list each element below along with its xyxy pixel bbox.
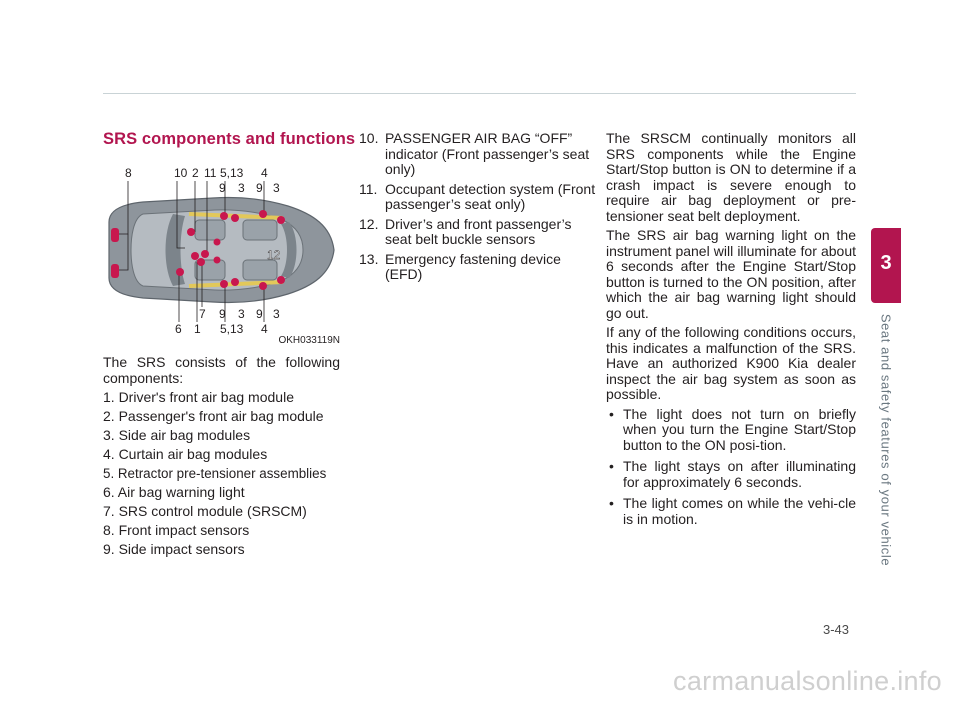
bullet-text: The light comes on while the vehi-cle is in motion. [623,495,856,527]
list-item [359,131,601,178]
seat-shape [243,220,277,240]
list-item: 1. Driver's front air bag module [103,389,294,405]
intro-paragraph: The SRS consists of the following components: [103,354,340,386]
bullet-icon: • [609,495,614,511]
list-item: 6. Air bag warning light [103,484,245,500]
bullet-text: The light stays on after illuminating for approximately 6 seconds. [623,458,856,490]
callout-label: 10 [174,166,188,180]
callout-label: 4 [261,322,268,336]
list-number: 12. [359,215,379,232]
figure-code: OKH033119N [274,333,340,346]
column-1 [103,355,340,561]
list-item: 5. Retractor pre-tensioner assemblies [103,466,327,481]
srs-diagram [103,162,340,346]
bullet-icon: • [609,405,614,422]
callout-label: 4 [261,166,268,180]
callout-label: 5,13 [220,166,244,180]
list-number: 13. [359,250,379,267]
list-number: 10. [359,130,379,146]
list-text: Occupant detection system (Front passenger’s seat only) [385,180,596,212]
callout-label: 3 [273,307,280,321]
callout-label: 9 [219,181,226,195]
car-illustration [103,162,340,346]
callout-label: 3 [238,181,245,195]
list-item: 8. Front impact sensors [103,522,250,538]
callout-label: 5,13 [220,322,244,336]
list-item: 4. Curtain air bag modules [103,446,268,462]
chapter-title: Seat and safety features of your vehicle [878,313,894,567]
list-item: 2. Passenger's front air bag module [103,408,324,424]
list-item [359,252,601,283]
callout-label: 3 [238,307,245,321]
callout-label: 1 [194,322,201,336]
seat-shape [243,260,277,280]
list-item: 3. Side air bag modules [103,427,251,443]
bullet-item [606,496,856,527]
callout-label: 2 [192,166,199,180]
callout-label: 6 [175,322,182,336]
watermark: carmanualsonline.info [673,666,942,696]
column-2 [359,131,601,287]
callout-label: 7 [199,307,206,321]
seat-shape [195,220,225,240]
callout-label: 9 [219,307,226,321]
section-heading: SRS components and functions [103,130,356,148]
chapter-number: 3 [880,252,892,274]
list-text: PASSENGER AIR BAG “OFF” indicator (Front passenger’s seat only) [385,130,590,177]
body-paragraph: The SRS air bag warning light on the instrument panel will illuminate for about 6 seconds after the Engine Start/Stop button is turned to the ON position, after which the air bag warning light should go out. [606,227,856,321]
list-text: Driver’s and front passenger’s seat belt buckle sensors [385,215,572,247]
list-item: 7. SRS control module (SRSCM) [103,503,307,519]
list-item [359,217,601,248]
callout-label: 3 [273,181,280,195]
bullet-item [606,459,856,490]
header-rule [103,93,856,94]
page-number: 3-43 [823,622,850,637]
callout-label: 9 [256,307,263,321]
bullet-item [606,407,856,454]
callout-label-center: 12 [267,248,281,262]
bullet-text: The light does not turn on briefly when you turn the Engine Start/Stop button to the ON posi-tion. [623,405,856,453]
list-item: 9. Side impact sensors [103,541,245,557]
callout-label: 9 [256,181,263,195]
column-3 [606,131,856,533]
list-number: 11. [359,180,378,197]
body-paragraph: The SRSCM continually monitors all SRS components while the Engine Start/Stop button is ON to determine if a crash impact is severe enough to require air bag deployment or pre-tensioner seat belt deployment. [606,130,856,224]
body-paragraph: If any of the following conditions occurs, this indicates a malfunction of the SRS. Have an authorized K900 Kia dealer inspect the air bag system as soon as possible. [606,324,856,402]
list-text: Emergency fastening device (EFD) [385,250,561,282]
callout-label: 8 [125,166,132,180]
list-item [359,182,601,213]
bullet-icon: • [609,458,614,474]
callout-label: 11 [204,166,217,180]
